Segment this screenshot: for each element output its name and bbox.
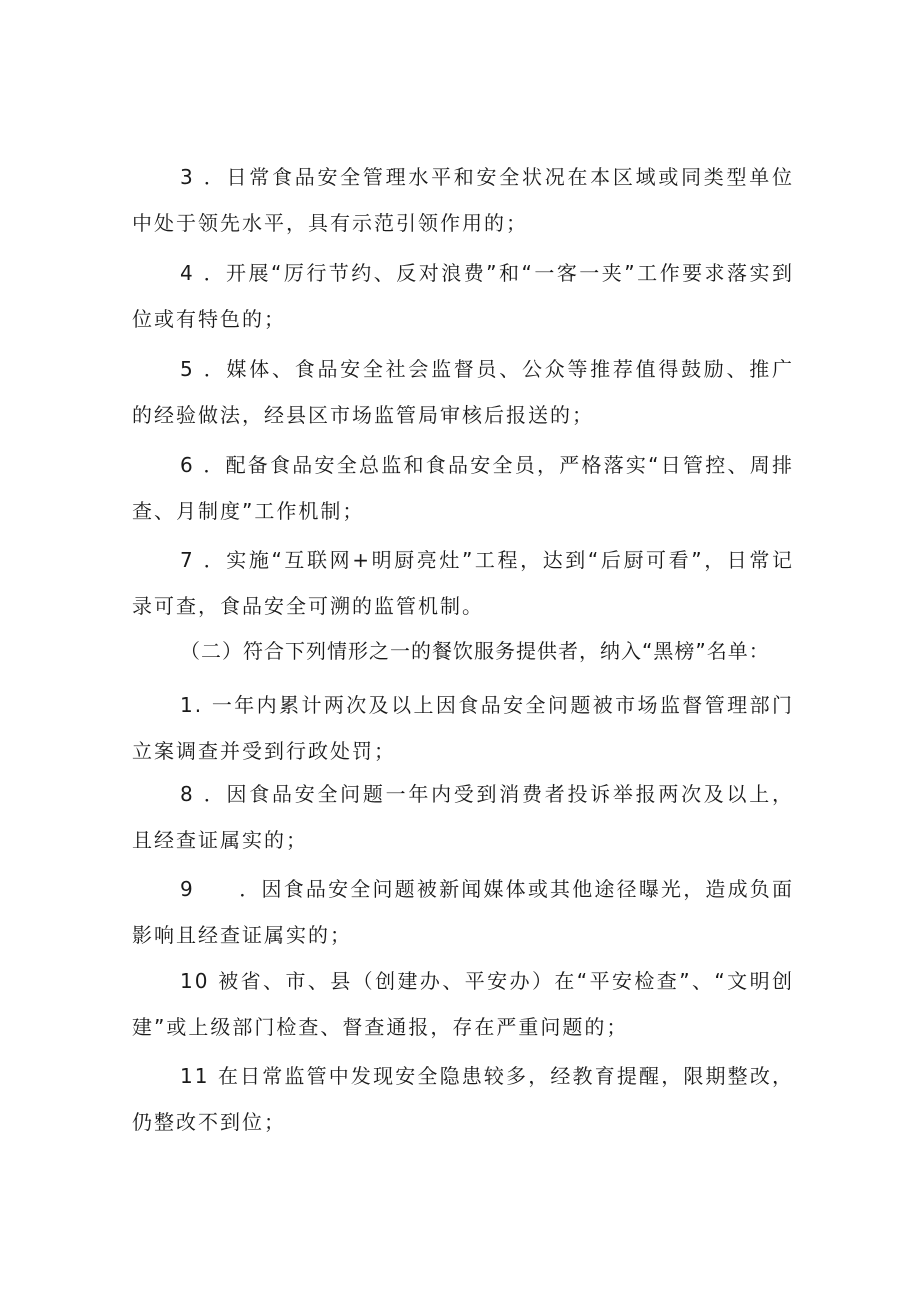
paragraph-item-4: 4 ．开展“厉行节约、反对浪费”和“一客一夹”工作要求落实到位或有特色的； xyxy=(132,261,794,331)
paragraph-item-3: 3 ．日常食品安全管理水平和安全状况在本区域或同类型单位中处于领先水平，具有示范引领作用的； xyxy=(132,165,794,235)
paragraph-item-10: 10 被省、市、县（创建办、平安办）在“平安检查”、“文明创建”或上级部门检查、督查通报，存在严重问题的； xyxy=(132,969,794,1039)
paragraph-item-9: 9 ．因食品安全问题被新闻媒体或其他途径曝光，造成负面影响且经查证属实的； xyxy=(132,877,794,947)
paragraph-item-5: 5 ．媒体、食品安全社会监督员、公众等推荐值得鼓励、推广的经验做法，经县区市场监管局审核后报送的； xyxy=(132,357,794,427)
paragraph-item-6: 6 ．配备食品安全总监和食品安全员，严格落实“日管控、周排查、月制度”工作机制； xyxy=(132,453,794,523)
paragraph-item-8: 8 ．因食品安全问题一年内受到消费者投诉举报两次及以上，且经查证属实的； xyxy=(132,782,794,852)
paragraph-item-11: 11 在日常监管中发现安全隐患较多，经教育提醒，限期整改，仍整改不到位； xyxy=(132,1064,794,1134)
paragraph-blacklist-1: 1. 一年内累计两次及以上因食品安全问题被市场监督管理部门立案调查并受到行政处罚； xyxy=(132,693,794,763)
section-heading-blacklist: （二）符合下列情形之一的餐饮服务提供者，纳入“黑榜”名单： xyxy=(180,639,770,663)
paragraph-item-7: 7 ．实施“互联网+明厨亮灶”工程，达到“后厨可看”，日常记录可查，食品安全可溯的监管机制。 xyxy=(132,548,794,618)
